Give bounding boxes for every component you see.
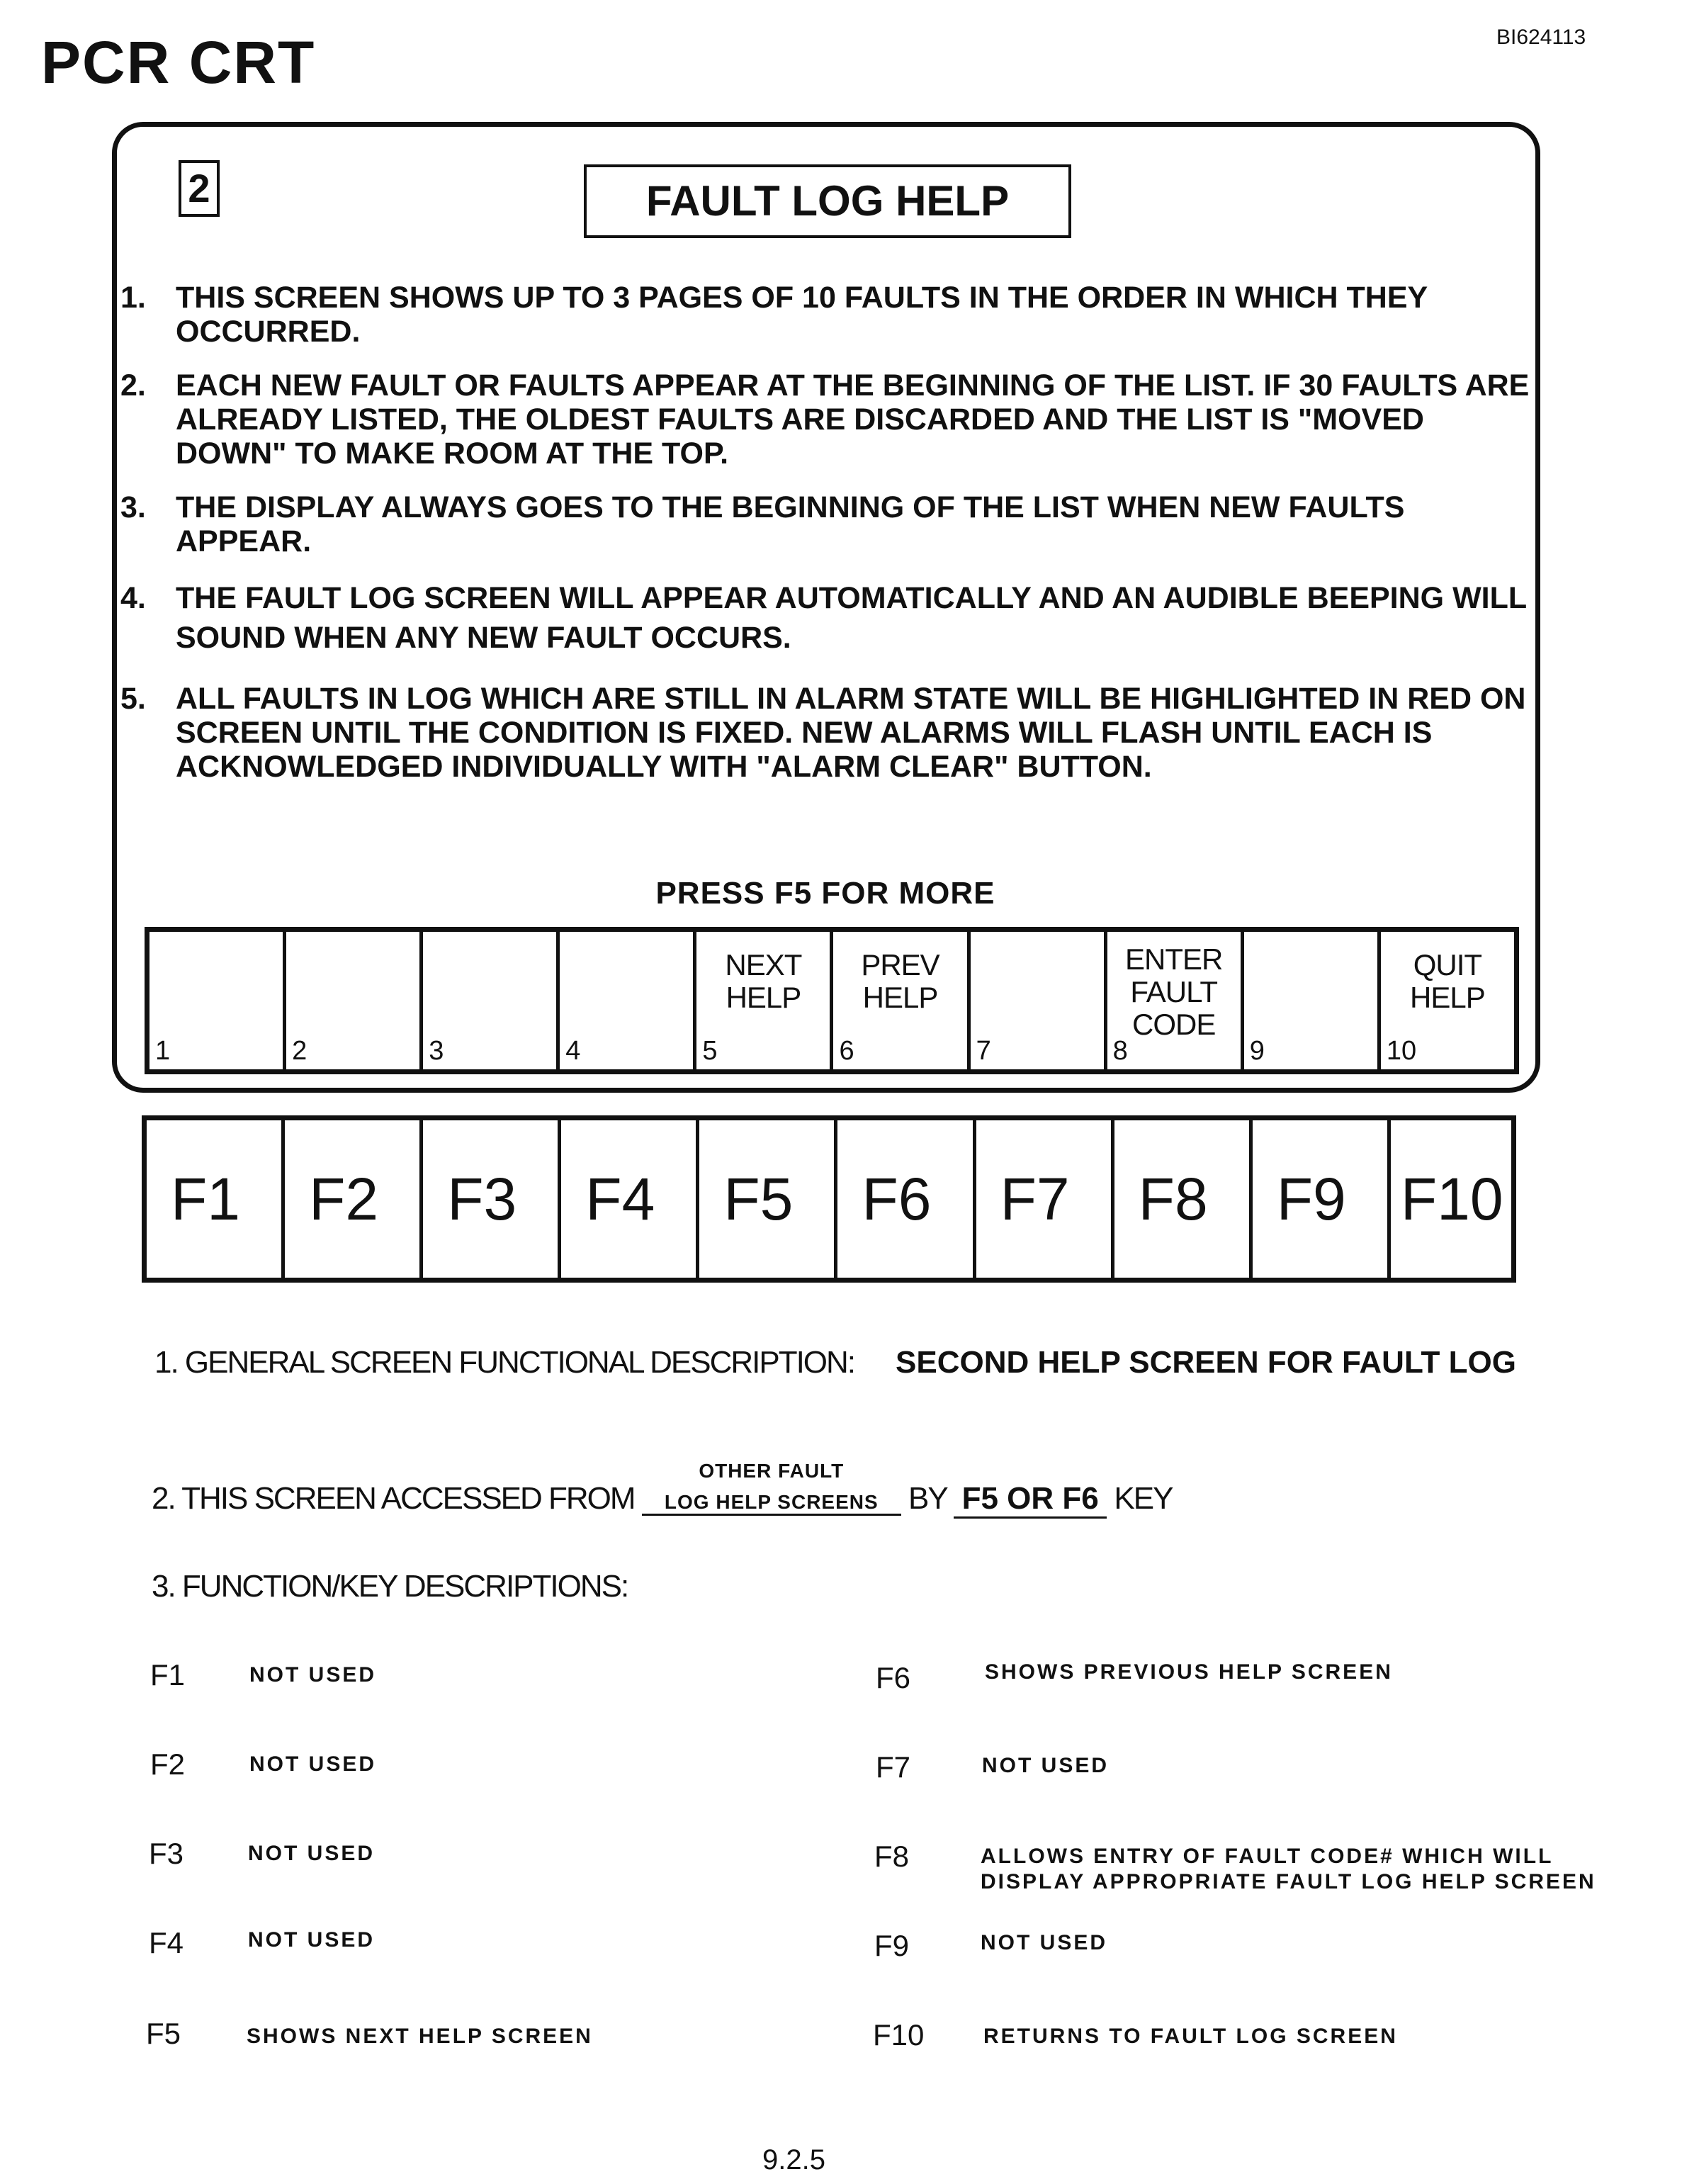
key-desc-text: NOT USED: [248, 1928, 376, 1952]
document-id: BI624113: [1496, 26, 1586, 49]
f2-key[interactable]: F2: [285, 1120, 423, 1278]
softkey-number: 6: [839, 1036, 854, 1066]
key-desc-key: F4: [149, 1926, 184, 1959]
softkey-number: 7: [976, 1036, 991, 1066]
key-desc-key: F6: [876, 1661, 911, 1694]
function-key-row: [142, 1115, 1516, 1283]
softkey-7[interactable]: [971, 932, 1107, 1069]
key-desc-key: F7: [876, 1750, 911, 1784]
general-description-value: SECOND HELP SCREEN FOR FAULT LOG: [896, 1345, 1516, 1380]
general-description-label: 1. GENERAL SCREEN FUNCTIONAL DESCRIPTION:: [154, 1345, 855, 1380]
key-desc-text: NOT USED: [249, 1663, 377, 1687]
softkey-number: 8: [1112, 1036, 1128, 1066]
f10-key[interactable]: F10: [1400, 1166, 1503, 1232]
f4-key[interactable]: F4: [561, 1120, 699, 1278]
key-desc-text: NOT USED: [981, 1931, 1108, 1954]
help-item-text: ALL FAULTS IN LOG WHICH ARE STILL IN ALARM STATE WILL BE HIGHLIGHTED IN RED ON SCREEN UNTIL THE CONDITION IS FIXED. NEW ALARMS WILL FLASH UNTIL EACH IS ACKNOWLEDGED INDIVIDUALLY WITH "ALARM CLEAR" BUTTON.: [176, 682, 1526, 784]
softkey-label: QUIT HELP: [1410, 948, 1485, 1014]
softkey-1[interactable]: [149, 932, 286, 1069]
softkey-3[interactable]: [423, 932, 560, 1069]
function-key-heading: 3. FUNCTION/KEY DESCRIPTIONS:: [152, 1569, 628, 1604]
softkey-number: 9: [1249, 1036, 1265, 1066]
key-desc-key: F3: [149, 1837, 184, 1870]
key-desc-key: F9: [874, 1929, 910, 1962]
help-item-text: EACH NEW FAULT OR FAULTS APPEAR AT THE BEGINNING OF THE LIST. IF 30 FAULTS ARE ALREADY LISTED, THE OLDEST FAULTS ARE DISCARDED AND THE LIST IS "MOVED DOWN" TO MAKE ROOM AT THE TOP.: [176, 368, 1530, 471]
softkey-label: ENTER FAULT CODE: [1125, 942, 1223, 1041]
softkey-label: NEXT HELP: [725, 948, 802, 1014]
softkey-number: 10: [1386, 1036, 1417, 1066]
key-desc-text: NOT USED: [248, 1842, 376, 1865]
key-desc-text: SHOWS NEXT HELP SCREEN: [247, 2025, 593, 2048]
help-item: [120, 578, 1537, 658]
help-list: [120, 281, 1537, 804]
softkey-next-help[interactable]: [696, 932, 833, 1069]
softkey-9[interactable]: [1244, 932, 1381, 1069]
accessed-suffix: KEY: [1114, 1481, 1173, 1516]
screen-title: FAULT LOG HELP: [584, 164, 1071, 238]
softkey-number: 1: [155, 1036, 171, 1066]
key-desc-key: F8: [874, 1840, 910, 1873]
f3-key[interactable]: F3: [423, 1120, 561, 1278]
key-desc-key: F2: [150, 1747, 186, 1781]
accessed-from-line2: LOG HELP SCREENS: [664, 1491, 879, 1513]
key-desc-text: NOT USED: [982, 1754, 1110, 1777]
accessed-prefix: 2. THIS SCREEN ACCESSED FROM: [152, 1481, 635, 1516]
accessed-key-blank: F5 OR F6: [954, 1481, 1107, 1519]
help-item-number: 5.: [120, 682, 146, 716]
key-desc-text: SHOWS PREVIOUS HELP SCREEN: [985, 1660, 1393, 1684]
accessed-from-blank: [642, 1460, 901, 1516]
key-desc-text: RETURNS TO FAULT LOG SCREEN: [983, 2025, 1398, 2048]
f7-key[interactable]: F7: [976, 1120, 1114, 1278]
key-desc-key: F10: [873, 2018, 925, 2051]
softkey-enter-fault-code[interactable]: [1107, 932, 1244, 1069]
press-more-prompt: PRESS F5 FOR MORE: [655, 876, 995, 911]
softkey-number: 2: [292, 1036, 307, 1066]
softkey-number: 3: [429, 1036, 444, 1066]
f9-key[interactable]: F9: [1253, 1120, 1391, 1278]
softkey-number: 4: [565, 1036, 581, 1066]
f1-key[interactable]: F1: [147, 1120, 285, 1278]
accessed-from-line: [152, 1460, 1173, 1519]
help-item: [120, 368, 1537, 471]
help-item-text: THE DISPLAY ALWAYS GOES TO THE BEGINNING OF THE LIST WHEN NEW FAULTS APPEAR.: [176, 490, 1405, 558]
screen-page-number: 2: [179, 160, 220, 217]
help-item-text: THIS SCREEN SHOWS UP TO 3 PAGES OF 10 FAULTS IN THE ORDER IN WHICH THEY OCCURRED.: [176, 281, 1428, 349]
key-desc-key: F1: [150, 1658, 186, 1692]
softkey-label: PREV HELP: [861, 948, 939, 1014]
f5-key[interactable]: F5: [699, 1120, 837, 1278]
softkey-2[interactable]: [286, 932, 423, 1069]
accessed-by: BY: [908, 1481, 947, 1516]
softkey-row: [145, 927, 1519, 1074]
softkey-4[interactable]: [560, 932, 696, 1069]
page-number: 9.2.5: [762, 2144, 825, 2175]
softkey-number: 5: [702, 1036, 718, 1066]
accessed-from-line1: OTHER FAULT: [699, 1460, 845, 1482]
help-item-number: 3.: [120, 490, 146, 524]
key-desc-text: NOT USED: [249, 1752, 377, 1776]
help-item: [120, 281, 1537, 349]
help-item-number: 4.: [120, 581, 146, 615]
document-title: PCR CRT: [41, 29, 316, 96]
help-item-number: 1.: [120, 281, 146, 315]
f6-key[interactable]: F6: [837, 1120, 976, 1278]
help-item: [120, 682, 1537, 784]
help-item-text: THE FAULT LOG SCREEN WILL APPEAR AUTOMATICALLY AND AN AUDIBLE BEEPING WILL SOUND WHEN ANY NEW FAULT OCCURS.: [176, 581, 1527, 655]
f8-key[interactable]: F8: [1114, 1120, 1253, 1278]
softkey-prev-help[interactable]: [833, 932, 970, 1069]
softkey-quit-help[interactable]: [1381, 932, 1514, 1069]
key-desc-key: F5: [146, 2017, 181, 2050]
help-item: [120, 490, 1537, 558]
key-desc-text: ALLOWS ENTRY OF FAULT CODE# WHICH WILL DISPLAY APPROPRIATE FAULT LOG HELP SCREEN: [981, 1845, 1596, 1893]
help-item-number: 2.: [120, 368, 146, 403]
